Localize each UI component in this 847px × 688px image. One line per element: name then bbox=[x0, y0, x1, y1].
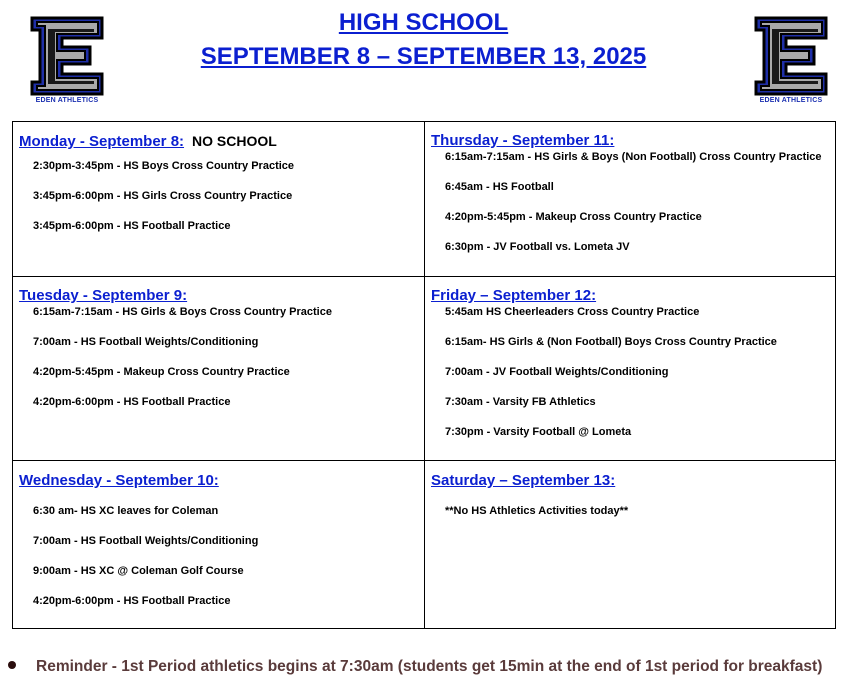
event-item: 4:20pm-6:00pm - HS Football Practice bbox=[33, 595, 231, 607]
logo-caption: EDEN ATHLETICS bbox=[759, 97, 823, 104]
event-list-thursday bbox=[445, 150, 831, 270]
logo-caption: EDEN ATHLETICS bbox=[35, 97, 99, 104]
day-title-friday: Friday – September 12: bbox=[431, 287, 597, 304]
reminder-note bbox=[8, 658, 822, 676]
event-list-friday bbox=[445, 305, 831, 455]
grid-divider-row2 bbox=[13, 460, 835, 461]
day-title-saturday: Saturday – September 13: bbox=[431, 472, 616, 489]
day-cell-wednesday bbox=[19, 472, 419, 624]
event-item: 9:00am - HS XC @ Coleman Golf Course bbox=[33, 565, 244, 577]
event-item: 2:30pm-3:45pm - HS Boys Cross Country Practice bbox=[33, 160, 295, 172]
event-list-saturday bbox=[445, 504, 831, 534]
event-item: 4:20pm-6:00pm - HS Football Practice bbox=[33, 396, 231, 408]
event-item: 4:20pm-5:45pm - Makeup Cross Country Practice bbox=[33, 366, 290, 378]
day-cell-friday bbox=[431, 287, 831, 455]
event-item: 7:00am - HS Football Weights/Conditioning bbox=[33, 336, 259, 348]
event-item: 6:15am-7:15am - HS Girls & Boys (Non Football) Cross Country Practice bbox=[445, 151, 822, 163]
event-item: 6:45am - HS Football bbox=[445, 181, 554, 193]
event-item: 7:30pm - Varsity Football @ Lometa bbox=[445, 426, 632, 438]
no-school-note: NO SCHOOL bbox=[192, 133, 277, 149]
event-item: 3:45pm-6:00pm - HS Football Practice bbox=[33, 220, 231, 232]
event-item: 5:45am HS Cheerleaders Cross Country Practice bbox=[445, 306, 700, 318]
day-title-thursday: Thursday - September 11: bbox=[431, 132, 615, 149]
event-list-monday bbox=[33, 159, 419, 249]
day-title-tuesday: Tuesday - September 9: bbox=[19, 287, 188, 304]
day-heading-wednesday bbox=[19, 472, 419, 490]
event-item: 7:30am - Varsity FB Athletics bbox=[445, 396, 596, 408]
event-item: **No HS Athletics Activities today** bbox=[445, 505, 629, 517]
bullet-icon bbox=[8, 661, 16, 669]
day-cell-monday bbox=[19, 132, 419, 249]
grid-divider-vertical bbox=[424, 122, 425, 628]
event-item: 7:00am - JV Football Weights/Conditioning bbox=[445, 366, 669, 378]
event-item: 6:30pm - JV Football vs. Lometa JV bbox=[445, 241, 630, 253]
page-title: HIGH SCHOOL bbox=[338, 9, 509, 36]
day-cell-tuesday bbox=[19, 287, 419, 425]
event-item: 6:30 am- HS XC leaves for Coleman bbox=[33, 505, 219, 517]
event-item: 4:20pm-5:45pm - Makeup Cross Country Practice bbox=[445, 211, 702, 223]
day-heading-saturday bbox=[431, 472, 831, 490]
day-title-wednesday: Wednesday - September 10: bbox=[19, 472, 219, 489]
reminder-text: Reminder - 1st Period athletics begins at 7:30am (students get 15min at the end of 1st period for breakfast) bbox=[36, 658, 823, 675]
date-range-title: SEPTEMBER 8 – SEPTEMBER 13, 2025 bbox=[200, 43, 647, 70]
event-item: 7:00am - HS Football Weights/Conditioning bbox=[33, 535, 259, 547]
event-list-wednesday bbox=[33, 504, 419, 624]
schedule-grid bbox=[12, 121, 836, 629]
event-item: 6:15am-7:15am - HS Girls & Boys Cross Country Practice bbox=[33, 306, 332, 318]
day-heading-friday bbox=[431, 287, 831, 305]
event-list-tuesday bbox=[33, 305, 419, 425]
day-heading-thursday bbox=[431, 132, 831, 150]
grid-divider-row1 bbox=[13, 276, 835, 277]
day-cell-thursday bbox=[431, 132, 831, 270]
day-heading-tuesday bbox=[19, 287, 419, 305]
day-heading-monday bbox=[19, 132, 419, 151]
event-item: 3:45pm-6:00pm - HS Girls Cross Country Practice bbox=[33, 190, 293, 202]
event-item: 6:15am- HS Girls & (Non Football) Boys Cross Country Practice bbox=[445, 336, 777, 348]
day-title-monday: Monday - September 8: bbox=[19, 133, 185, 150]
day-cell-saturday bbox=[431, 472, 831, 534]
